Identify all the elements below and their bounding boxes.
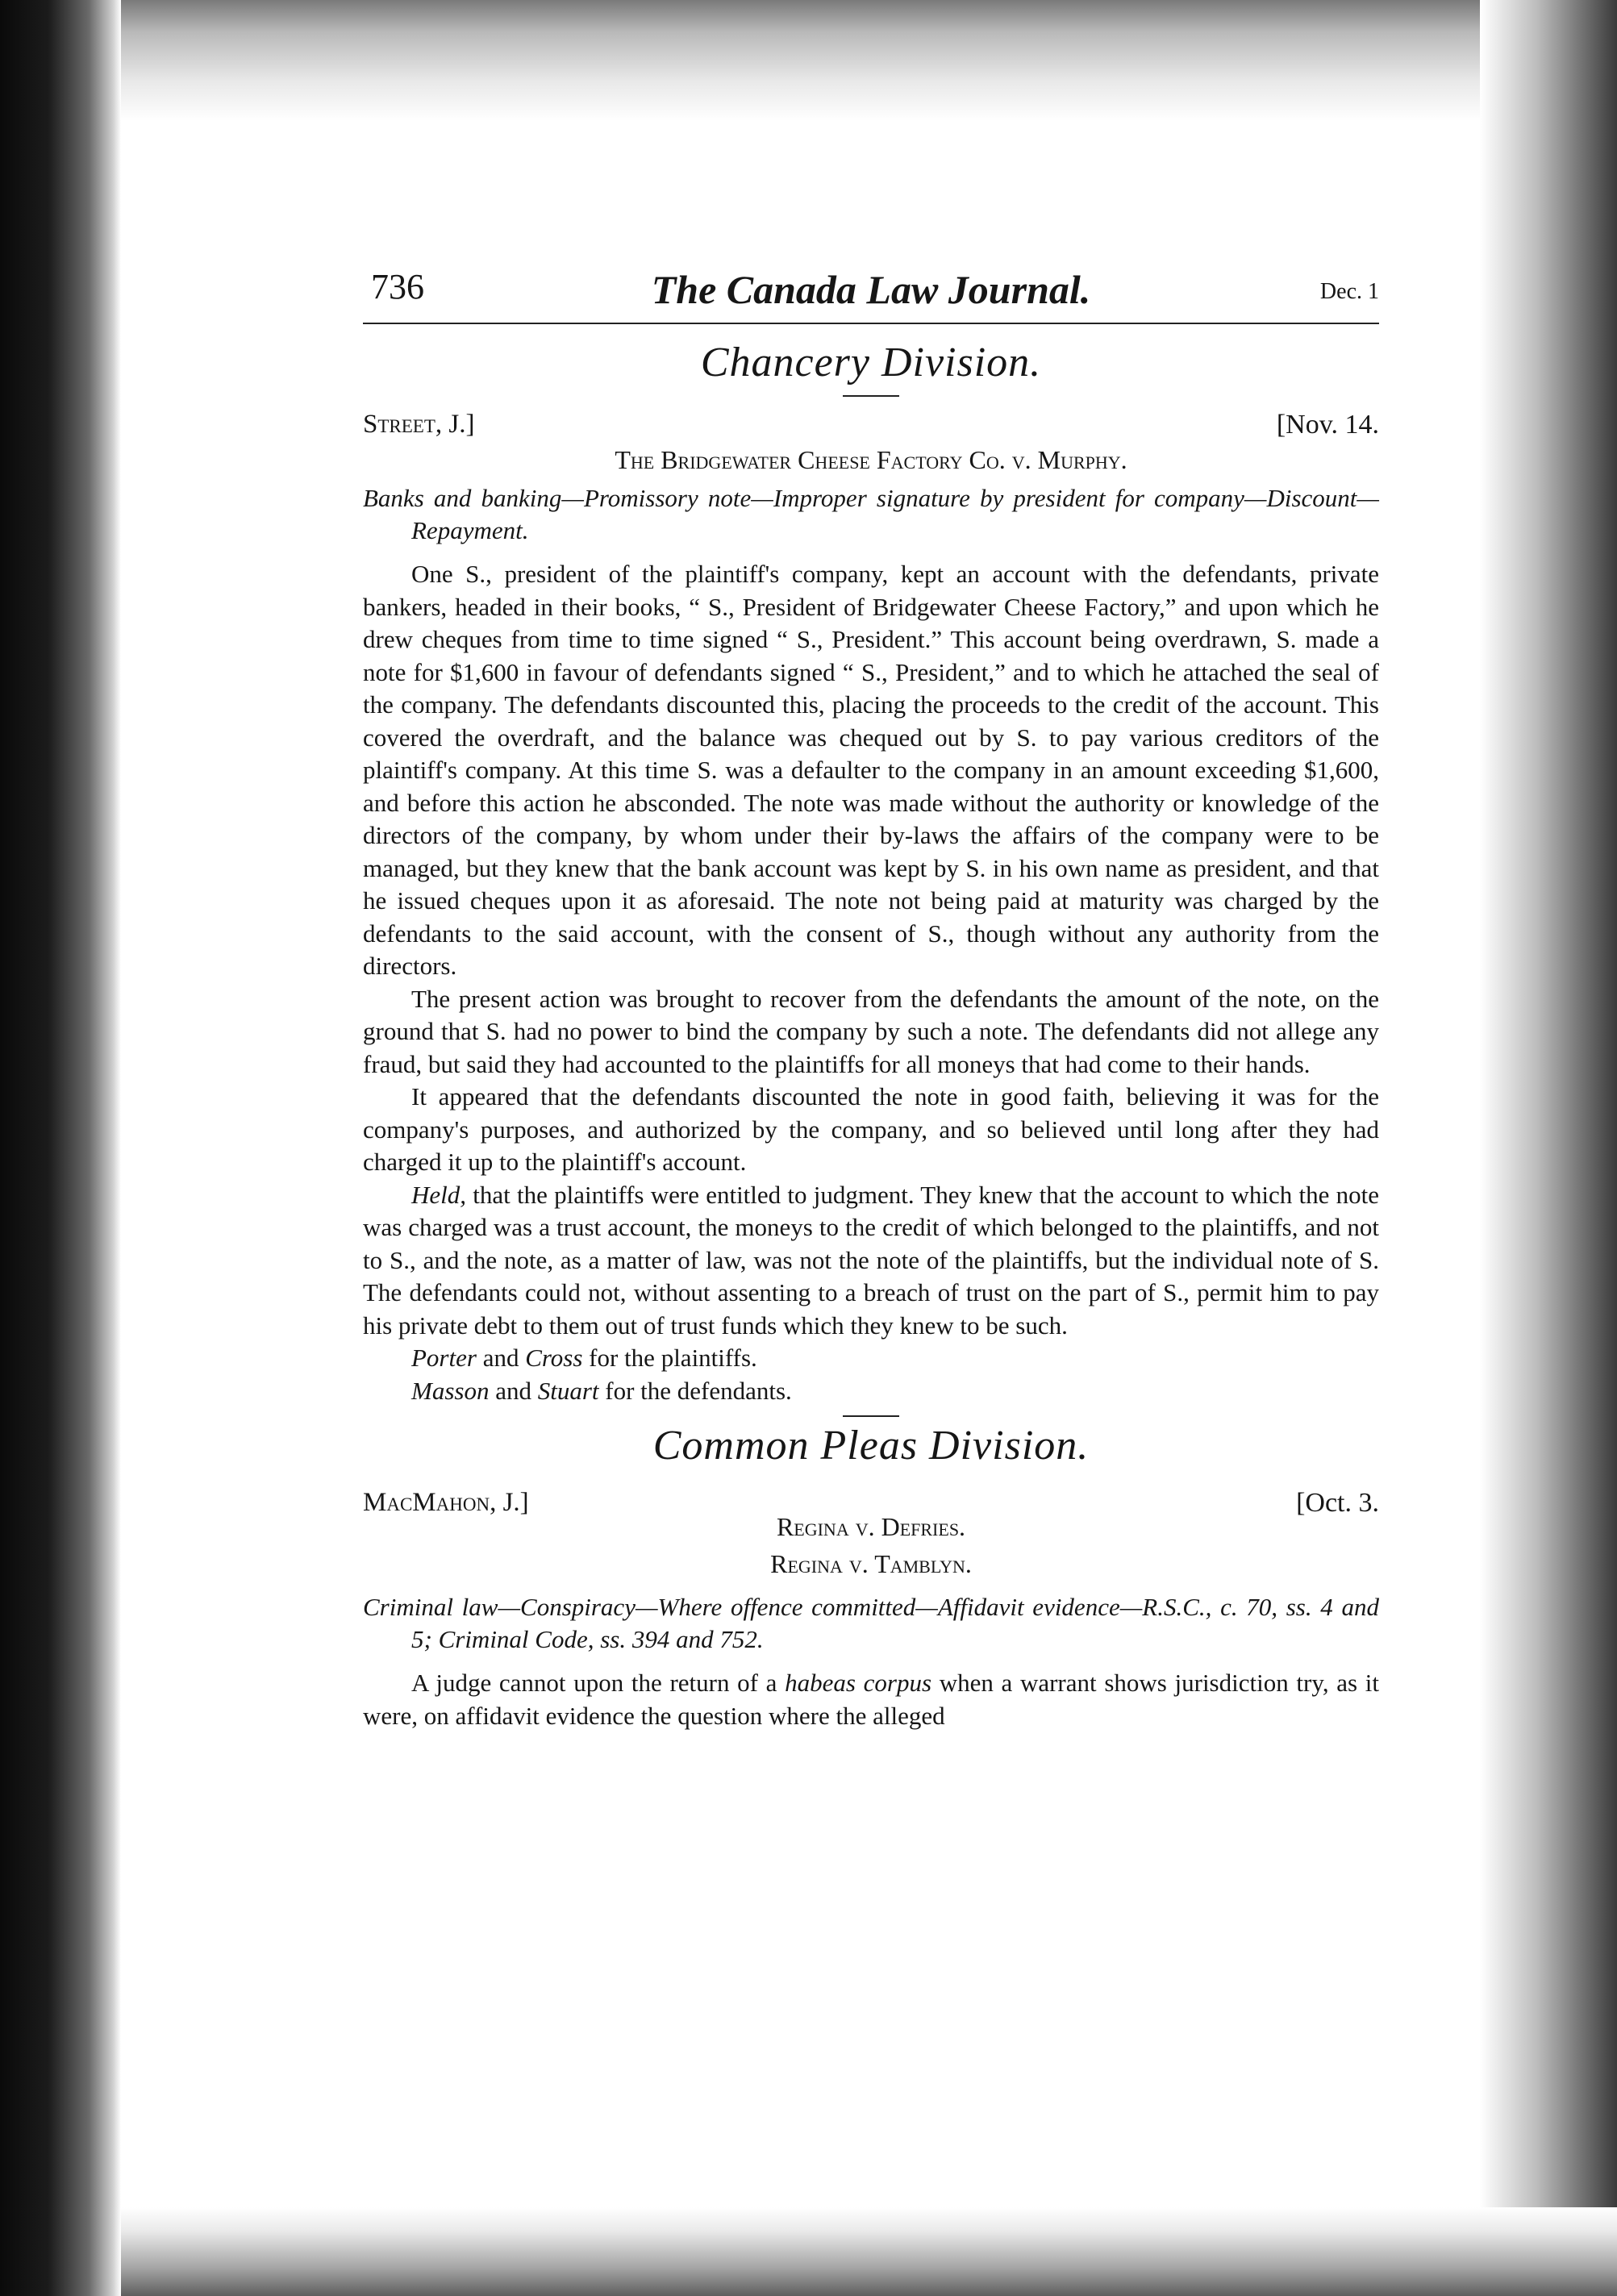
case-name: Regina v. Defries. (776, 1512, 966, 1541)
counsel-role: for the plaintiffs. (582, 1344, 757, 1372)
counsel-line (363, 1375, 1379, 1408)
case-name: Regina v. Tamblyn. (770, 1549, 972, 1578)
scan-shadow-bottom (121, 2207, 1617, 2296)
counsel-name: Cross (525, 1344, 583, 1372)
held-text: that the plaintiffs were entitled to judgment. They knew that the account to which the note was charged was a trust account, the moneys to the credit of which belonged to the plaintiffs, and not to S., and the note, as a matter of law, was not the note of the plaintiffs, but the individual note of S. The defendants could not, without assenting to a breach of trust on the part of S., permit him to pay his private debt to them out of trust funds which they knew to be such. (363, 1180, 1379, 1340)
body-paragraph: The present action was brought to recover from the defendants the amount of the note, on the ground that S. had no power to bind the company by such a note. The defendants did not allege any fraud, but said they had accounted to the plaintiffs for all moneys that had come to their hands. (363, 984, 1379, 1078)
decision-date: [Nov. 14. (1276, 410, 1379, 440)
scan-shadow-top (121, 0, 1617, 121)
paragraph-text: A judge cannot upon the return of a (411, 1669, 786, 1697)
judge-line (363, 410, 1379, 444)
held-label: Held, (411, 1180, 467, 1209)
body-paragraph: One S., president of the plaintiff's company, kept an account with the defendants, private bankers, headed in their books, “ S., President of Bridgewater Cheese Factory,” and upon which he drew cheques from time to time signed “ S., President.” This account being overdrawn, S. made a note for $1,600 in favour of defendants signed “ S., President,” and to which he attached the seal of the company. The defendants discounted this, placing the proceeds to the credit of the account. This covered the overdraft, and the balance was chequed out by S. to pay various creditors of the plaintiff's company. At this time S. was a defaulter to the company in an amount exceeding $1,600, and before this action he absconded. The note was made without the authority or knowledge of the directors of the company, by whom under their by-laws the affairs of the company were to be managed, but they knew that the bank account was kept by S. in his own name as president, and that he issued cheques upon it as aforesaid. The note not being paid at maturity was charged by the defendants to the said account, with the consent of S., though without any authority from the directors. (363, 560, 1379, 980)
division-title-common-pleas: Common Pleas Division. (652, 1423, 1090, 1469)
headnote: Banks and banking—Promissory note—Improper signature by president for company—Discount—Repayment. (363, 484, 1379, 544)
held-paragraph (363, 1179, 1379, 1343)
counsel-joiner: and (476, 1344, 526, 1372)
issue-date: Dec. 1 (1319, 279, 1379, 304)
body-paragraph: It appeared that the defendants discounted the note in good faith, believing it was for the company's purposes, and authorized by the company, and so believed until long after they had charged it up to the plaintiff's account. (363, 1082, 1379, 1176)
section-rule (843, 1415, 899, 1417)
journal-page (363, 266, 1379, 1732)
division-title-chancery: Chancery Division. (700, 340, 1042, 385)
section-rule (843, 395, 899, 397)
counsel-name: Masson (411, 1376, 490, 1405)
page-number: 736 (371, 267, 424, 306)
judge-name: Street, J.] (363, 410, 475, 439)
judge-block (363, 1488, 1379, 1577)
scan-shadow-right (1480, 0, 1617, 2296)
paragraph-text: when a warrant shows jurisdiction try, as it were, on affidavit evidence the question where the alleged (363, 1669, 1379, 1730)
counsel-line (363, 1342, 1379, 1375)
judge-name: MacMahon, J.] (363, 1488, 529, 1517)
italic-term: habeas corpus (785, 1669, 932, 1697)
headnote: Criminal law—Conspiracy—Where offence committed—Affidavit evidence—R.S.C., c. 70, ss. 4 and 5; Criminal Code, ss. 394 and 752. (363, 1593, 1379, 1653)
body-paragraph (363, 1667, 1379, 1732)
counsel-role: for the defendants. (598, 1376, 792, 1405)
decision-date: [Oct. 3. (1296, 1488, 1379, 1518)
journal-title: The Canada Law Journal. (651, 267, 1091, 312)
running-head (363, 266, 1379, 324)
counsel-joiner: and (489, 1376, 538, 1405)
case-name: The Bridgewater Cheese Factory Co. v. Murphy. (615, 445, 1127, 474)
counsel-name: Porter (411, 1344, 477, 1372)
scan-shadow-left (0, 0, 121, 2296)
counsel-name: Stuart (537, 1376, 599, 1405)
